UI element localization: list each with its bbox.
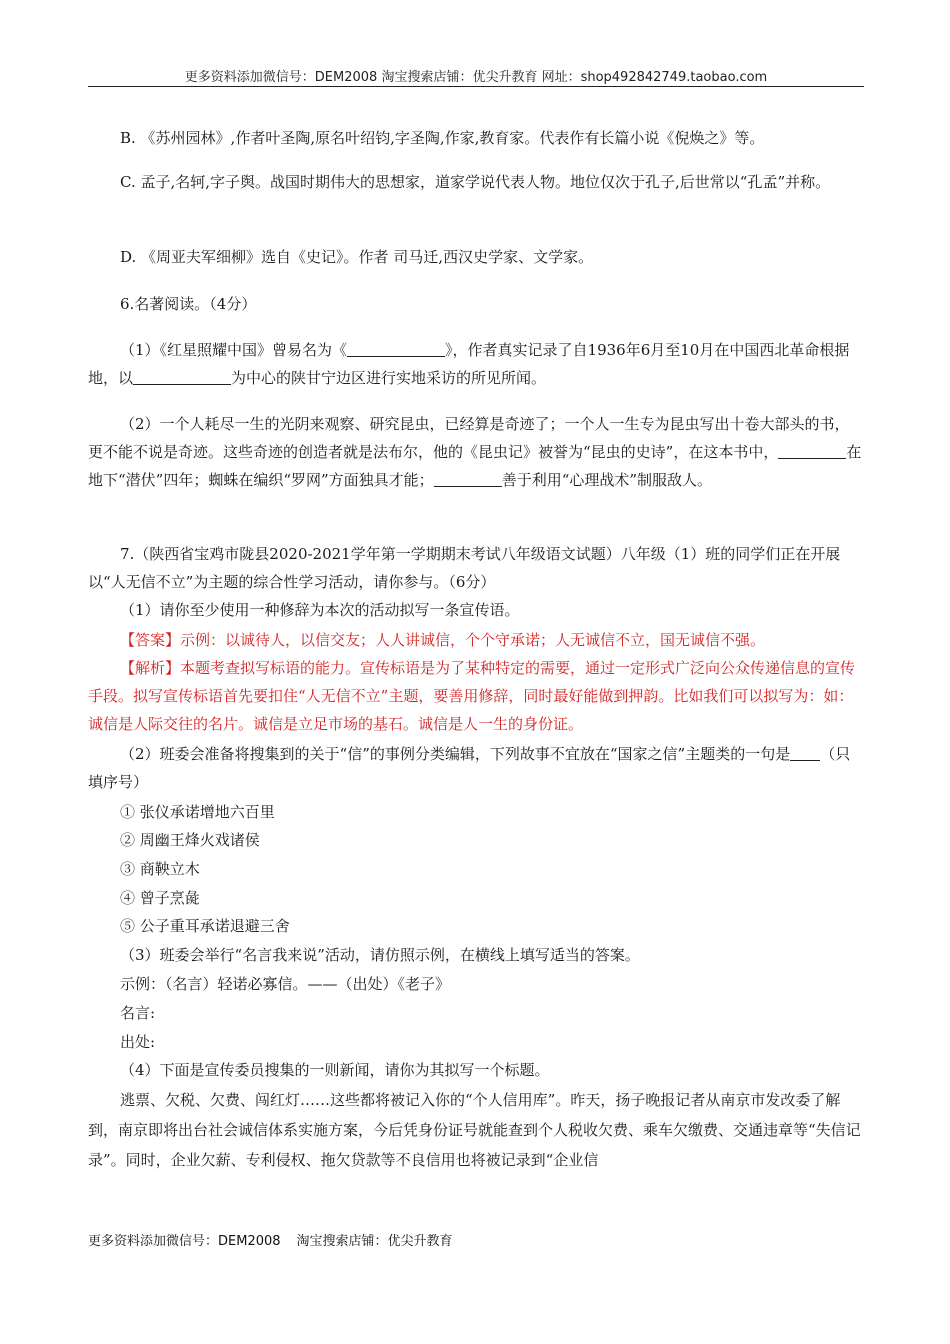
page-footer xyxy=(88,1230,453,1249)
q7-intro: 7.（陕西省宝鸡市陇县2020-2021学年第一学期期末考试八年级语文试题）八年级（1）班的同学们正在开展以“人无信不立”为主题的综合性学习活动，请你参与。（6分） xyxy=(88,545,841,591)
quote-label: 名言: xyxy=(120,1004,156,1022)
q6-part1-text-a: （1）《红星照耀中国》曾易名为《 xyxy=(120,341,348,359)
option-b: B. 《苏州园林》,作者叶圣陶,原名叶绍钧,字圣陶,作家,教育家。代表作有长篇小说《倪焕之》等。 xyxy=(120,129,765,147)
q7-sub3: （3）班委会举行“名言我来说”活动，请仿照示例，在横线上填写适当的答案。 xyxy=(120,946,640,964)
page-header: 更多资料添加微信号：DEM2008 淘宝搜索店铺：优尖升教育 网址：shop492842749.taobao.com xyxy=(184,70,768,85)
q7-sub1: （1）请你至少使用一种修辞为本次的活动拟写一条宣传语。 xyxy=(120,601,520,619)
q6-part1-text-b: 》，作者真实记录了自1936年6月至10月在中国西北革命根据地，以 xyxy=(88,341,850,387)
choice-item-4: ④ 曾子烹彘 xyxy=(120,889,200,907)
answer-blank[interactable] xyxy=(778,442,846,459)
q6-part2 xyxy=(88,410,864,494)
header-divider xyxy=(88,86,864,87)
q7-answer: 【答案】示例：以诚待人，以信交友；人人讲诚信，个个守承诺；人无诚信不立，国无诚信不强。 xyxy=(120,631,766,649)
answer-blank[interactable] xyxy=(790,744,820,761)
source-label: 出处: xyxy=(120,1033,156,1051)
answer-blank[interactable] xyxy=(133,368,231,385)
q6-title: 6.名著阅读。（4分） xyxy=(120,295,257,313)
footer-shop: 淘宝搜索店铺：优尖升教育 xyxy=(296,1234,453,1249)
answer-blank[interactable] xyxy=(347,340,445,357)
footer-wechat: 更多资料添加微信号：DEM2008 xyxy=(88,1234,281,1249)
q7-analysis: 【解析】本题考查拟写标语的能力。宣传标语是为了某种特定的需要，通过一定形式广泛向公众传递信息的宣传手段。拟写宣传标语首先要扣住“人无信不立”主题，要善用修辞，同时最好能做到押韵。比如我们可以拟写为：如：诚信是人际交往的名片。诚信是立足市场的基石。诚信是人一生的身份证。 xyxy=(88,659,856,733)
q6-part2-text-a: （2）一个人耗尽一生的光阴来观察、研究昆虫，已经算是奇迹了；一个人一生专为昆虫写出十卷大部头的书，更不能不说是奇迹。这些奇迹的创造者就是法布尔，他的《昆虫记》被誉为“昆虫的史诗”，在这本书中， xyxy=(88,415,850,461)
q7-sub2-text-a: （2）班委会准备将搜集到的关于“信”的事例分类编辑，下列故事不宜放在“国家之信”主题类的一句是 xyxy=(120,745,791,763)
option-c: C. 孟子,名轲,字子舆。战国时期伟大的思想家，道家学说代表人物。地位仅次于孔子,后世常以“孔孟”并称。 xyxy=(120,173,831,191)
news-paragraph: 逃票、欠税、欠费、闯红灯……这些都将被记入你的“个人信用库”。昨天，扬子晚报记者从南京市发改委了解到，南京即将出台社会诚信体系实施方案，今后凭身份证号就能查到个人税收欠费、乘车欠缴费、交通违章等“失信记录”。同时，企业欠薪、专利侵权、拖欠贷款等不良信用也将被记录到“企业信 xyxy=(88,1091,861,1169)
choice-item-1: ① 张仪承诺增地六百里 xyxy=(120,803,275,821)
q7-sub2 xyxy=(88,740,864,796)
q6-part2-text-b: 在地下“潜伏”四年；蜘蛛在编织“罗网”方面独具才能； xyxy=(88,443,862,489)
choice-item-3: ③ 商鞅立木 xyxy=(120,860,200,878)
q6-part2-text-c: 善于利用“心理战术”制服敌人。 xyxy=(501,471,713,489)
q7-example: 示例：（名言）轻诺必寡信。——（出处）《老子》 xyxy=(120,975,451,993)
option-d: D. 《周亚夫军细柳》选自《史记》。作者 司马迁,西汉史学家、文学家。 xyxy=(120,248,594,266)
q6-part1 xyxy=(88,336,864,392)
answer-blank[interactable] xyxy=(434,470,502,487)
q7-sub4: （4）下面是宣传委员搜集的一则新闻，请你为其拟写一个标题。 xyxy=(120,1061,550,1079)
q6-part1-text-c: 为中心的陕甘宁边区进行实地采访的所见所闻。 xyxy=(231,369,547,387)
q7-sub2-text-b: （只填序号） xyxy=(88,745,851,791)
choice-item-5: ⑤ 公子重耳承诺退避三舍 xyxy=(120,917,290,935)
choice-item-2: ② 周幽王烽火戏诸侯 xyxy=(120,831,260,849)
